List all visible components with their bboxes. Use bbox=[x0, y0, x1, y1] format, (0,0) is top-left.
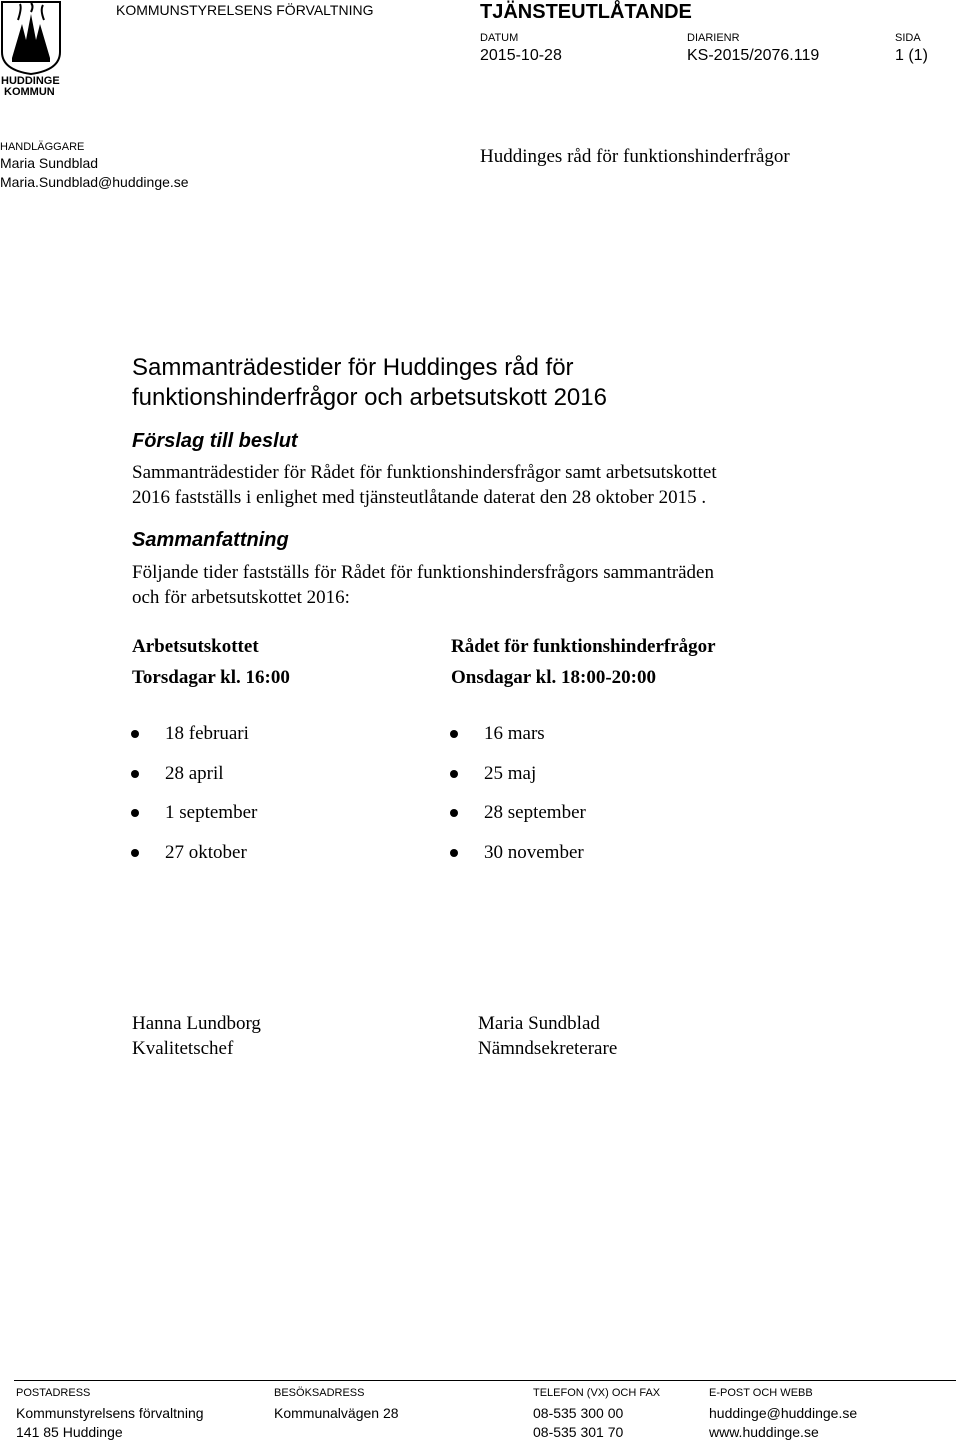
footer-phone-line2: 08-535 301 70 bbox=[533, 1424, 624, 1440]
working-committee-title: Arbetsutskottet bbox=[132, 636, 259, 657]
working-committee-time: Torsdagar kl. 16:00 bbox=[132, 667, 290, 688]
diary-number: KS-2015/2076.119 bbox=[687, 47, 820, 64]
footer-visit-line1: Kommunalvägen 28 bbox=[274, 1405, 399, 1421]
signature-left-role: Kvalitetschef bbox=[132, 1038, 234, 1059]
footer-postal-line1: Kommunstyrelsens förvaltning bbox=[16, 1405, 204, 1421]
page-title-line1: Sammanträdestider för Huddinges råd för bbox=[132, 354, 574, 381]
list-item: 1 september bbox=[131, 803, 257, 843]
footer-phone-label: TELEFON (VX) OCH FAX bbox=[533, 1387, 661, 1399]
page-label: SIDA bbox=[895, 32, 921, 44]
summary-heading: Sammanfattning bbox=[132, 529, 289, 551]
footer-phone-line1: 08-535 300 00 bbox=[533, 1405, 624, 1421]
logo-text-line2: KOMMUN bbox=[4, 86, 55, 98]
page-number: 1 (1) bbox=[895, 47, 928, 64]
footer-divider bbox=[14, 1380, 956, 1381]
footer-web-label: E-POST OCH WEBB bbox=[709, 1387, 813, 1399]
council-time: Onsdagar kl. 18:00-20:00 bbox=[451, 667, 656, 688]
page-title-line2: funktionshinderfrågor och arbetsutskott 2016 bbox=[132, 384, 607, 411]
proposal-text-line2: 2016 fastställs i enlighet med tjänsteutlåtande daterat den 28 oktober 2015 . bbox=[132, 487, 707, 508]
footer-email-link[interactable]: huddinge@huddinge.se bbox=[709, 1405, 858, 1421]
footer-website-link[interactable]: www.huddinge.se bbox=[709, 1424, 819, 1440]
logo-text-line1: HUDDINGE bbox=[1, 75, 60, 87]
municipal-coat-of-arms-icon bbox=[0, 0, 68, 76]
date-label: DATUM bbox=[480, 32, 519, 44]
list-item: 28 september bbox=[450, 803, 586, 843]
council-title: Rådet för funktionshinderfrågor bbox=[451, 636, 716, 657]
list-item: 16 mars bbox=[450, 724, 586, 764]
footer-visit-label: BESÖKSADRESS bbox=[274, 1387, 365, 1399]
list-item: 18 februari bbox=[131, 724, 257, 764]
proposal-text-line1: Sammanträdestider för Rådet för funktionshindersfrågor samt arbetsutskottet bbox=[132, 462, 717, 483]
handler-name: Maria Sundblad bbox=[0, 155, 99, 171]
list-item: 30 november bbox=[450, 843, 586, 883]
footer-postal-label: POSTADRESS bbox=[16, 1387, 91, 1399]
signature-left-name: Hanna Lundborg bbox=[132, 1013, 261, 1034]
recipient: Huddinges råd för funktionshinderfrågor bbox=[480, 146, 790, 167]
huddinge-logo bbox=[0, 0, 68, 100]
list-item: 25 maj bbox=[450, 764, 586, 804]
council-dates bbox=[450, 724, 586, 882]
proposal-heading: Förslag till beslut bbox=[132, 430, 298, 452]
signature-right-name: Maria Sundblad bbox=[478, 1013, 600, 1034]
summary-text-line1: Följande tider fastställs för Rådet för funktionshindersfrågors sammanträden bbox=[132, 562, 714, 583]
handler-label: HANDLÄGGARE bbox=[0, 141, 85, 153]
document-type: TJÄNSTEUTLÅTANDE bbox=[480, 1, 692, 23]
list-item: 27 oktober bbox=[131, 843, 257, 883]
working-committee-dates bbox=[131, 724, 257, 882]
organization-name: KOMMUNSTYRELSENS FÖRVALTNING bbox=[116, 2, 374, 18]
handler-email[interactable]: Maria.Sundblad@huddinge.se bbox=[0, 174, 189, 190]
diary-label: DIARIENR bbox=[687, 32, 740, 44]
footer-postal-line2: 141 85 Huddinge bbox=[16, 1424, 123, 1440]
list-item: 28 april bbox=[131, 764, 257, 804]
summary-text-line2: och för arbetsutskottet 2016: bbox=[132, 587, 350, 608]
signature-right-role: Nämndsekreterare bbox=[478, 1038, 618, 1059]
date-value: 2015-10-28 bbox=[480, 47, 562, 64]
